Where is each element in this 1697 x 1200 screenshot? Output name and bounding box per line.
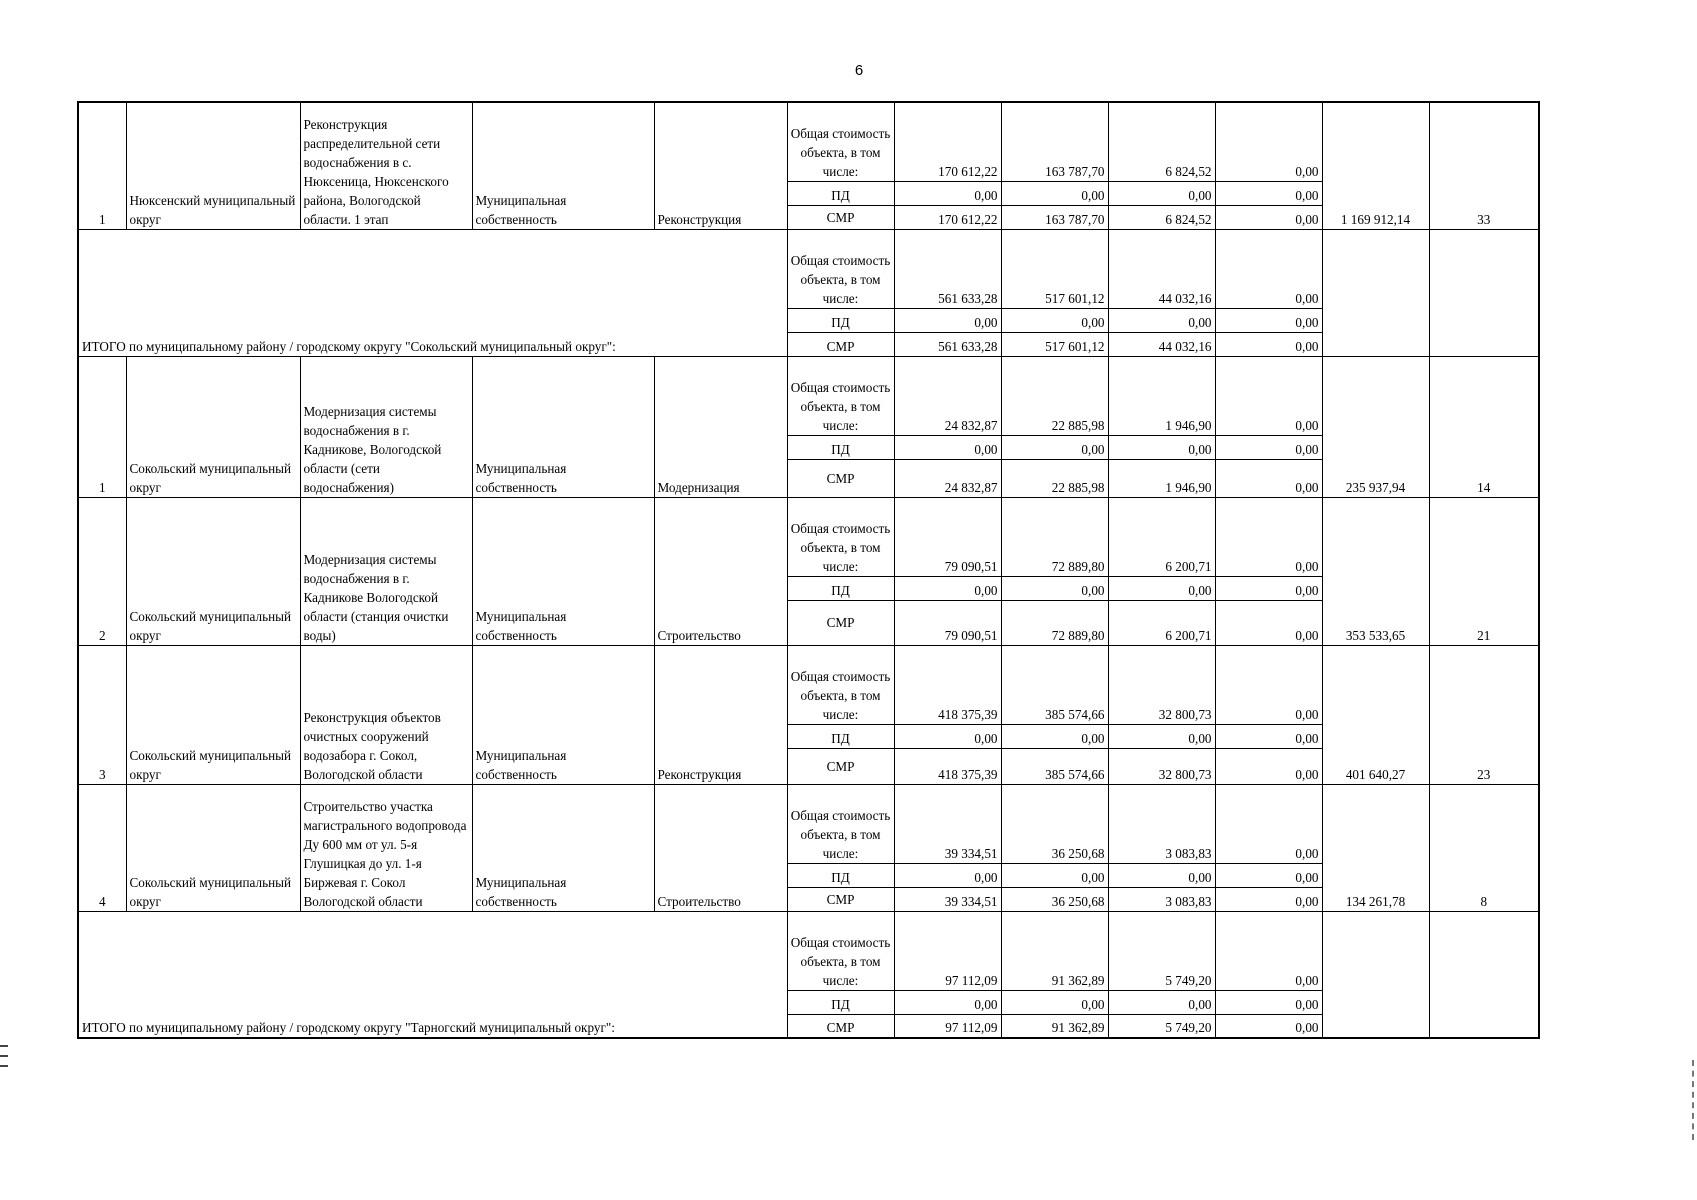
district-name: Нюксенский муниципальный округ bbox=[126, 102, 300, 229]
smr-value-3: 32 800,73 bbox=[1108, 748, 1215, 784]
ownership: Муниципальная собственность bbox=[472, 356, 654, 497]
pd-value-2: 0,00 bbox=[1001, 990, 1108, 1014]
capacity-value: 401 640,27 bbox=[1322, 645, 1429, 784]
extra-value: 33 bbox=[1429, 102, 1539, 229]
total-value-3: 44 032,16 bbox=[1108, 229, 1215, 308]
pd-value-2: 0,00 bbox=[1001, 435, 1108, 459]
project-name: Строительство участка магистрального водопровода Ду 600 мм от ул. 5-я Глушицкая до ул. 1-я Биржевая г. Сокол Вологодской области bbox=[300, 784, 472, 911]
extra-empty bbox=[1429, 229, 1539, 356]
ownership: Муниципальная собственность bbox=[472, 102, 654, 229]
pd-value-3: 0,00 bbox=[1108, 724, 1215, 748]
total-value-4: 0,00 bbox=[1215, 356, 1322, 435]
total-value-1: 418 375,39 bbox=[894, 645, 1001, 724]
district-name: Сокольский муниципальный округ bbox=[126, 645, 300, 784]
smr-value-2: 72 889,80 bbox=[1001, 600, 1108, 645]
smr-label: СМР bbox=[787, 600, 894, 645]
total-value-1: 561 633,28 bbox=[894, 229, 1001, 308]
smr-value-4: 0,00 bbox=[1215, 600, 1322, 645]
smr-value-1: 418 375,39 bbox=[894, 748, 1001, 784]
smr-value-3: 6 824,52 bbox=[1108, 205, 1215, 229]
smr-value-3: 44 032,16 bbox=[1108, 332, 1215, 356]
pd-value-2: 0,00 bbox=[1001, 724, 1108, 748]
project-name: Модернизация системы водоснабжения в г. Кадникове Вологодской области (станция очистки воды) bbox=[300, 497, 472, 645]
pd-label: ПД bbox=[787, 435, 894, 459]
pd-value-1: 0,00 bbox=[894, 435, 1001, 459]
total-cost-label: Общая стоимость объекта, в том числе: bbox=[787, 497, 894, 576]
district-name: Сокольский муниципальный округ bbox=[126, 784, 300, 911]
smr-value-1: 170 612,22 bbox=[894, 205, 1001, 229]
pd-value-3: 0,00 bbox=[1108, 576, 1215, 600]
pd-value-4: 0,00 bbox=[1215, 576, 1322, 600]
total-value-1: 79 090,51 bbox=[894, 497, 1001, 576]
smr-value-1: 24 832,87 bbox=[894, 459, 1001, 497]
pd-label: ПД bbox=[787, 308, 894, 332]
capacity-empty bbox=[1322, 229, 1429, 356]
row-number: 1 bbox=[78, 356, 126, 497]
work-type: Реконструкция bbox=[654, 645, 787, 784]
pd-value-1: 0,00 bbox=[894, 181, 1001, 205]
ownership: Муниципальная собственность bbox=[472, 645, 654, 784]
project-name: Реконструкция распределительной сети водоснабжения в с. Нюксеница, Нюксенского района, Вологодской области. 1 этап bbox=[300, 102, 472, 229]
total-cost-label: Общая стоимость объекта, в том числе: bbox=[787, 911, 894, 990]
smr-label: СМР bbox=[787, 887, 894, 911]
smr-value-4: 0,00 bbox=[1215, 748, 1322, 784]
pd-value-1: 0,00 bbox=[894, 724, 1001, 748]
project-row bbox=[78, 645, 1539, 724]
pd-value-3: 0,00 bbox=[1108, 181, 1215, 205]
pd-value-2: 0,00 bbox=[1001, 863, 1108, 887]
smr-value-3: 1 946,90 bbox=[1108, 459, 1215, 497]
extra-value: 21 bbox=[1429, 497, 1539, 645]
capacity-value: 235 937,94 bbox=[1322, 356, 1429, 497]
total-value-4: 0,00 bbox=[1215, 911, 1322, 990]
total-value-4: 0,00 bbox=[1215, 645, 1322, 724]
district-name: Сокольский муниципальный округ bbox=[126, 497, 300, 645]
pd-value-1: 0,00 bbox=[894, 308, 1001, 332]
smr-label: СМР bbox=[787, 205, 894, 229]
pd-value-4: 0,00 bbox=[1215, 990, 1322, 1014]
pd-value-3: 0,00 bbox=[1108, 308, 1215, 332]
extra-value: 23 bbox=[1429, 645, 1539, 784]
total-value-4: 0,00 bbox=[1215, 784, 1322, 863]
smr-value-4: 0,00 bbox=[1215, 1014, 1322, 1038]
smr-value-3: 5 749,20 bbox=[1108, 1014, 1215, 1038]
total-value-3: 32 800,73 bbox=[1108, 645, 1215, 724]
total-value-3: 5 749,20 bbox=[1108, 911, 1215, 990]
total-value-1: 24 832,87 bbox=[894, 356, 1001, 435]
total-value-3: 6 200,71 bbox=[1108, 497, 1215, 576]
total-value-2: 72 889,80 bbox=[1001, 497, 1108, 576]
row-number: 1 bbox=[78, 102, 126, 229]
total-value-4: 0,00 bbox=[1215, 497, 1322, 576]
total-value-2: 385 574,66 bbox=[1001, 645, 1108, 724]
pd-value-2: 0,00 bbox=[1001, 181, 1108, 205]
work-type: Строительство bbox=[654, 497, 787, 645]
capacity-empty bbox=[1322, 911, 1429, 1038]
total-value-3: 3 083,83 bbox=[1108, 784, 1215, 863]
total-label: ИТОГО по муниципальному району / городскому округу "Сокольский муниципальный округ": bbox=[78, 229, 787, 356]
row-number: 3 bbox=[78, 645, 126, 784]
total-cost-label: Общая стоимость объекта, в том числе: bbox=[787, 229, 894, 308]
smr-value-2: 22 885,98 bbox=[1001, 459, 1108, 497]
pd-label: ПД bbox=[787, 724, 894, 748]
smr-value-1: 79 090,51 bbox=[894, 600, 1001, 645]
project-row bbox=[78, 356, 1539, 435]
total-row bbox=[78, 911, 1539, 990]
investment-table bbox=[77, 101, 1540, 1039]
smr-value-2: 163 787,70 bbox=[1001, 205, 1108, 229]
ownership: Муниципальная собственность bbox=[472, 784, 654, 911]
project-name: Реконструкция объектов очистных сооружений водозабора г. Сокол, Вологодской области bbox=[300, 645, 472, 784]
smr-label: СМР bbox=[787, 748, 894, 784]
pd-value-4: 0,00 bbox=[1215, 863, 1322, 887]
total-value-1: 170 612,22 bbox=[894, 102, 1001, 181]
smr-value-4: 0,00 bbox=[1215, 887, 1322, 911]
pd-value-2: 0,00 bbox=[1001, 308, 1108, 332]
district-name: Сокольский муниципальный округ bbox=[126, 356, 300, 497]
smr-value-1: 561 633,28 bbox=[894, 332, 1001, 356]
total-value-2: 22 885,98 bbox=[1001, 356, 1108, 435]
smr-value-2: 517 601,12 bbox=[1001, 332, 1108, 356]
total-value-1: 97 112,09 bbox=[894, 911, 1001, 990]
smr-value-2: 36 250,68 bbox=[1001, 887, 1108, 911]
total-label: ИТОГО по муниципальному району / городскому округу "Тарногский муниципальный округ": bbox=[78, 911, 787, 1038]
total-value-4: 0,00 bbox=[1215, 229, 1322, 308]
extra-value: 8 bbox=[1429, 784, 1539, 911]
smr-label: СМР bbox=[787, 332, 894, 356]
pd-label: ПД bbox=[787, 576, 894, 600]
row-number: 4 bbox=[78, 784, 126, 911]
extra-empty bbox=[1429, 911, 1539, 1038]
smr-value-4: 0,00 bbox=[1215, 205, 1322, 229]
pd-value-3: 0,00 bbox=[1108, 990, 1215, 1014]
pd-value-1: 0,00 bbox=[894, 990, 1001, 1014]
total-cost-label: Общая стоимость объекта, в том числе: bbox=[787, 784, 894, 863]
smr-value-2: 385 574,66 bbox=[1001, 748, 1108, 784]
pd-label: ПД bbox=[787, 990, 894, 1014]
capacity-value: 1 169 912,14 bbox=[1322, 102, 1429, 229]
pd-label: ПД bbox=[787, 181, 894, 205]
pd-value-4: 0,00 bbox=[1215, 308, 1322, 332]
page-number: 6 bbox=[854, 62, 864, 79]
smr-value-4: 0,00 bbox=[1215, 459, 1322, 497]
smr-label: СМР bbox=[787, 459, 894, 497]
smr-value-1: 97 112,09 bbox=[894, 1014, 1001, 1038]
total-value-3: 1 946,90 bbox=[1108, 356, 1215, 435]
total-value-4: 0,00 bbox=[1215, 102, 1322, 181]
pd-value-2: 0,00 bbox=[1001, 576, 1108, 600]
project-row bbox=[78, 102, 1539, 181]
pd-value-3: 0,00 bbox=[1108, 435, 1215, 459]
total-cost-label: Общая стоимость объекта, в том числе: bbox=[787, 356, 894, 435]
smr-value-3: 3 083,83 bbox=[1108, 887, 1215, 911]
total-cost-label: Общая стоимость объекта, в том числе: bbox=[787, 102, 894, 181]
total-value-3: 6 824,52 bbox=[1108, 102, 1215, 181]
smr-value-3: 6 200,71 bbox=[1108, 600, 1215, 645]
row-number: 2 bbox=[78, 497, 126, 645]
pd-value-1: 0,00 bbox=[894, 576, 1001, 600]
smr-value-4: 0,00 bbox=[1215, 332, 1322, 356]
total-value-2: 163 787,70 bbox=[1001, 102, 1108, 181]
project-name: Модернизация системы водоснабжения в г. Кадникове, Вологодской области (сети водоснабжения) bbox=[300, 356, 472, 497]
pd-value-4: 0,00 bbox=[1215, 724, 1322, 748]
margin-marks bbox=[0, 1045, 8, 1075]
extra-value: 14 bbox=[1429, 356, 1539, 497]
total-value-1: 39 334,51 bbox=[894, 784, 1001, 863]
pd-value-3: 0,00 bbox=[1108, 863, 1215, 887]
total-value-2: 517 601,12 bbox=[1001, 229, 1108, 308]
smr-label: СМР bbox=[787, 1014, 894, 1038]
smr-value-2: 91 362,89 bbox=[1001, 1014, 1108, 1038]
total-row bbox=[78, 229, 1539, 308]
pd-value-4: 0,00 bbox=[1215, 181, 1322, 205]
right-margin-marks bbox=[1692, 1060, 1697, 1140]
capacity-value: 134 261,78 bbox=[1322, 784, 1429, 911]
work-type: Строительство bbox=[654, 784, 787, 911]
project-row bbox=[78, 784, 1539, 863]
project-row bbox=[78, 497, 1539, 576]
work-type: Модернизация bbox=[654, 356, 787, 497]
pd-value-1: 0,00 bbox=[894, 863, 1001, 887]
pd-label: ПД bbox=[787, 863, 894, 887]
total-cost-label: Общая стоимость объекта, в том числе: bbox=[787, 645, 894, 724]
total-value-2: 91 362,89 bbox=[1001, 911, 1108, 990]
capacity-value: 353 533,65 bbox=[1322, 497, 1429, 645]
ownership: Муниципальная собственность bbox=[472, 497, 654, 645]
pd-value-4: 0,00 bbox=[1215, 435, 1322, 459]
smr-value-1: 39 334,51 bbox=[894, 887, 1001, 911]
work-type: Реконструкция bbox=[654, 102, 787, 229]
total-value-2: 36 250,68 bbox=[1001, 784, 1108, 863]
